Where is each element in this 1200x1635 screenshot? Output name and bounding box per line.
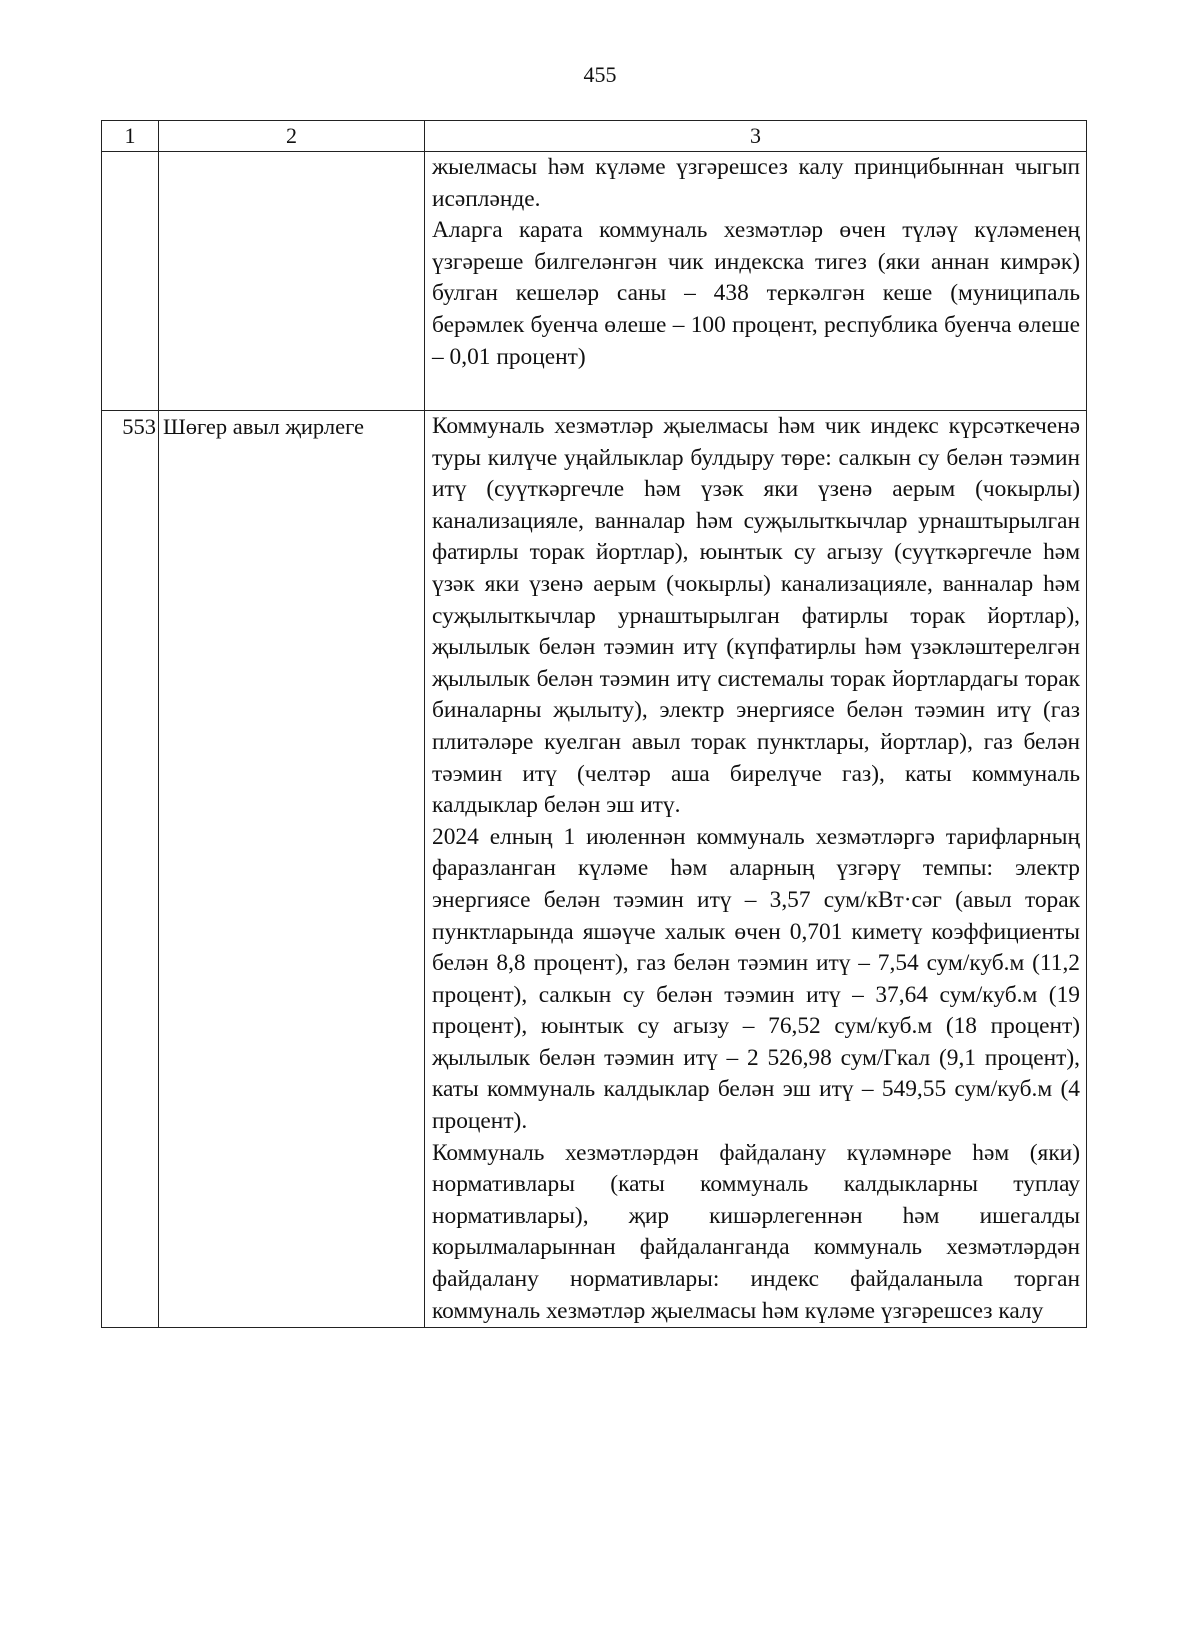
paragraph: Коммуналь хезмәтләрдән файдалану күләмнәре һәм (яки) нормативлары (каты коммуналь калдыкларны туплау нормативлары), җир кишәрлегеннән һәм ишегалды корылмаларыннан файдаланганда коммуналь хезмәтләрдән файдалану нормативлары: индекс файдаланыла торган коммуналь хезмәтләр җыелмасы һәм күләме үзгәрешсез калу [432,1139,1080,1324]
paragraph: 2024 елның 1 июленнән коммуналь хезмәтләргә тарифларның фаразланган күләме һәм аларның үзгәрү темпы: электр энергиясе белән тәэмин итү – 3,57 сум/кВт·сәг (авыл торак пунктларында яшәүче халык өчен 0,701 киметү коэффициенты белән 8,8 процент), газ белән тәэмин итү – 7,54 сум/куб.м (11,2 процент), салкын су белән тәэмин итү – 37,64 сум/куб.м (19 процент), юынтык су агызу – 76,52 сум/куб.м (18 процент) җылылык белән тәэмин итү – 2 526,98 сум/Гкал (9,1 процент), каты коммуналь калдыклар белән эш итү – 549,55 сум/куб.м (4 процент). [432,823,1080,1135]
table-row-553 [102,411,1087,1328]
table-header-row [102,121,1087,152]
column-header-1: 1 [102,121,159,152]
table-row-continuation [102,152,1087,411]
paragraph: жыелмасы һәм күләме үзгәрешсез калу принцибыннан чыгып исәпләнде. [432,154,1080,212]
settlement-name [159,152,425,411]
settlement-name: Шөгер авыл җирлеге [159,411,425,1328]
column-header-3: 3 [425,121,1087,152]
description-cell [425,411,1087,1328]
row-number: 553 [102,411,159,1328]
page-number: 455 [583,62,617,87]
paragraph: Коммуналь хезмәтләр җыелмасы һәм чик индекс күрсәткеченә туры килүче уңайлыклар булдыру төре: салкын су белән тәэмин итү (суүткәргечле һәм үзәк яки үзенә аерым (чокырлы) канализацияле, ванналар һәм суҗылыткычлар урнаштырылган фатирлы торак йортлар), юынтык су агызу (суүткәргечле һәм үзәк яки үзенә аерым (чокырлы) канализацияле, ванналар һәм суҗылыткычлар урнаштырылган фатирлы торак йортлар), җылылык белән тәэмин итү (күпфатирлы һәм үзәкләштерелгән җылылык белән тәэмин итү системалы торак йортлардагы торак биналарны җылыту), электр энергиясе белән тәэмин итү (газ плитәләре куелган авыл торак пунктлары, йортлар), газ белән тәэмин итү (челтәр аша бирелүче газ), каты коммуналь калдыклар белән эш итү. [432,413,1080,819]
description-cell [425,152,1087,411]
paragraph: Аларга карата коммуналь хезмәтләр өчен түләү күләменең үзгәреше билгеләнгән чик индекска тигез (яки аннан кимрәк) булган кешеләр саны – 438 теркәлгән кеше (муниципаль берәмлек буенча өлеше – 100 процент, республика буенча өлеше – 0,01 процент) [432,217,1080,370]
column-header-2: 2 [159,121,425,152]
document-table [101,120,1087,1328]
row-number [102,152,159,411]
